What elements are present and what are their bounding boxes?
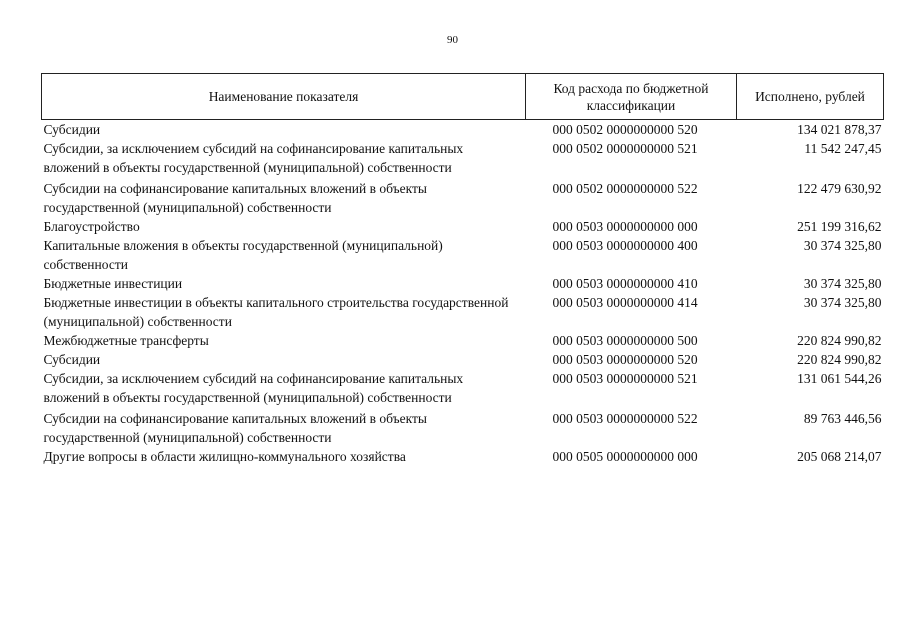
row-code: 000 0503 0000000000 522	[552, 411, 698, 426]
table-row	[42, 350, 884, 369]
budget-execution-table	[41, 73, 884, 466]
header-indicator-name: Наименование показателя	[42, 74, 526, 120]
table-row	[42, 217, 884, 236]
row-name: Другие вопросы в области жилищно-коммунального хозяйства	[43, 449, 406, 464]
table-row	[42, 177, 884, 217]
row-amount: 89 763 446,56	[803, 411, 882, 426]
table-row	[42, 407, 884, 447]
row-name: Капитальные вложения в объекты государственной (муниципальной) собственности	[43, 238, 443, 272]
row-name: Субсидии на софинансирование капитальных вложений в объекты государственной (муниципальной) собственности	[43, 181, 427, 215]
table-row	[42, 369, 884, 407]
row-name: Субсидии, за исключением субсидий на софинансирование капитальных вложений в объекты государственной (муниципальной) собственности	[43, 371, 464, 405]
row-name: Благоустройство	[43, 219, 140, 234]
row-name: Субсидии	[43, 122, 101, 137]
table-row	[42, 293, 884, 331]
row-code: 000 0503 0000000000 410	[552, 276, 698, 291]
row-amount: 122 479 630,92	[797, 181, 882, 196]
row-code: 000 0503 0000000000 521	[552, 371, 698, 386]
row-amount: 220 824 990,82	[797, 352, 882, 367]
row-amount: 131 061 544,26	[797, 371, 882, 386]
row-code: 000 0502 0000000000 522	[552, 181, 698, 196]
row-amount: 251 199 316,62	[797, 219, 882, 234]
row-code: 000 0502 0000000000 520	[552, 122, 698, 137]
table-row	[42, 120, 884, 140]
table-row	[42, 139, 884, 177]
row-name: Межбюджетные трансферты	[43, 333, 209, 348]
table-row	[42, 274, 884, 293]
row-code: 000 0503 0000000000 000	[552, 219, 698, 234]
row-code: 000 0502 0000000000 521	[552, 141, 698, 156]
row-amount: 30 374 325,80	[803, 295, 882, 310]
row-amount: 205 068 214,07	[797, 449, 882, 464]
row-name: Субсидии на софинансирование капитальных вложений в объекты государственной (муниципальной) собственности	[43, 411, 427, 445]
row-name: Субсидии	[43, 352, 101, 367]
row-code: 000 0503 0000000000 500	[552, 333, 698, 348]
row-name: Бюджетные инвестиции	[43, 276, 183, 291]
row-name: Бюджетные инвестиции в объекты капитального строительства государственной (муниципальной) собственности	[43, 295, 509, 329]
row-code: 000 0503 0000000000 400	[552, 238, 698, 253]
row-amount: 11 542 247,45	[804, 141, 882, 156]
row-code: 000 0505 0000000000 000	[552, 449, 698, 464]
page-number: 90	[447, 34, 458, 46]
row-code: 000 0503 0000000000 520	[552, 352, 698, 367]
header-executed-amount: Исполнено, рублей	[737, 74, 884, 120]
row-code: 000 0503 0000000000 414	[552, 295, 698, 310]
table-row	[42, 236, 884, 274]
header-budget-code: Код расхода по бюджетной классификации	[526, 74, 737, 120]
table-row	[42, 447, 884, 466]
row-amount: 220 824 990,82	[797, 333, 882, 348]
table-header-row	[42, 74, 884, 120]
row-amount: 134 021 878,37	[797, 122, 882, 137]
row-amount: 30 374 325,80	[803, 238, 882, 253]
table-row	[42, 331, 884, 350]
row-amount: 30 374 325,80	[803, 276, 882, 291]
row-name: Субсидии, за исключением субсидий на софинансирование капитальных вложений в объекты государственной (муниципальной) собственности	[43, 141, 464, 175]
